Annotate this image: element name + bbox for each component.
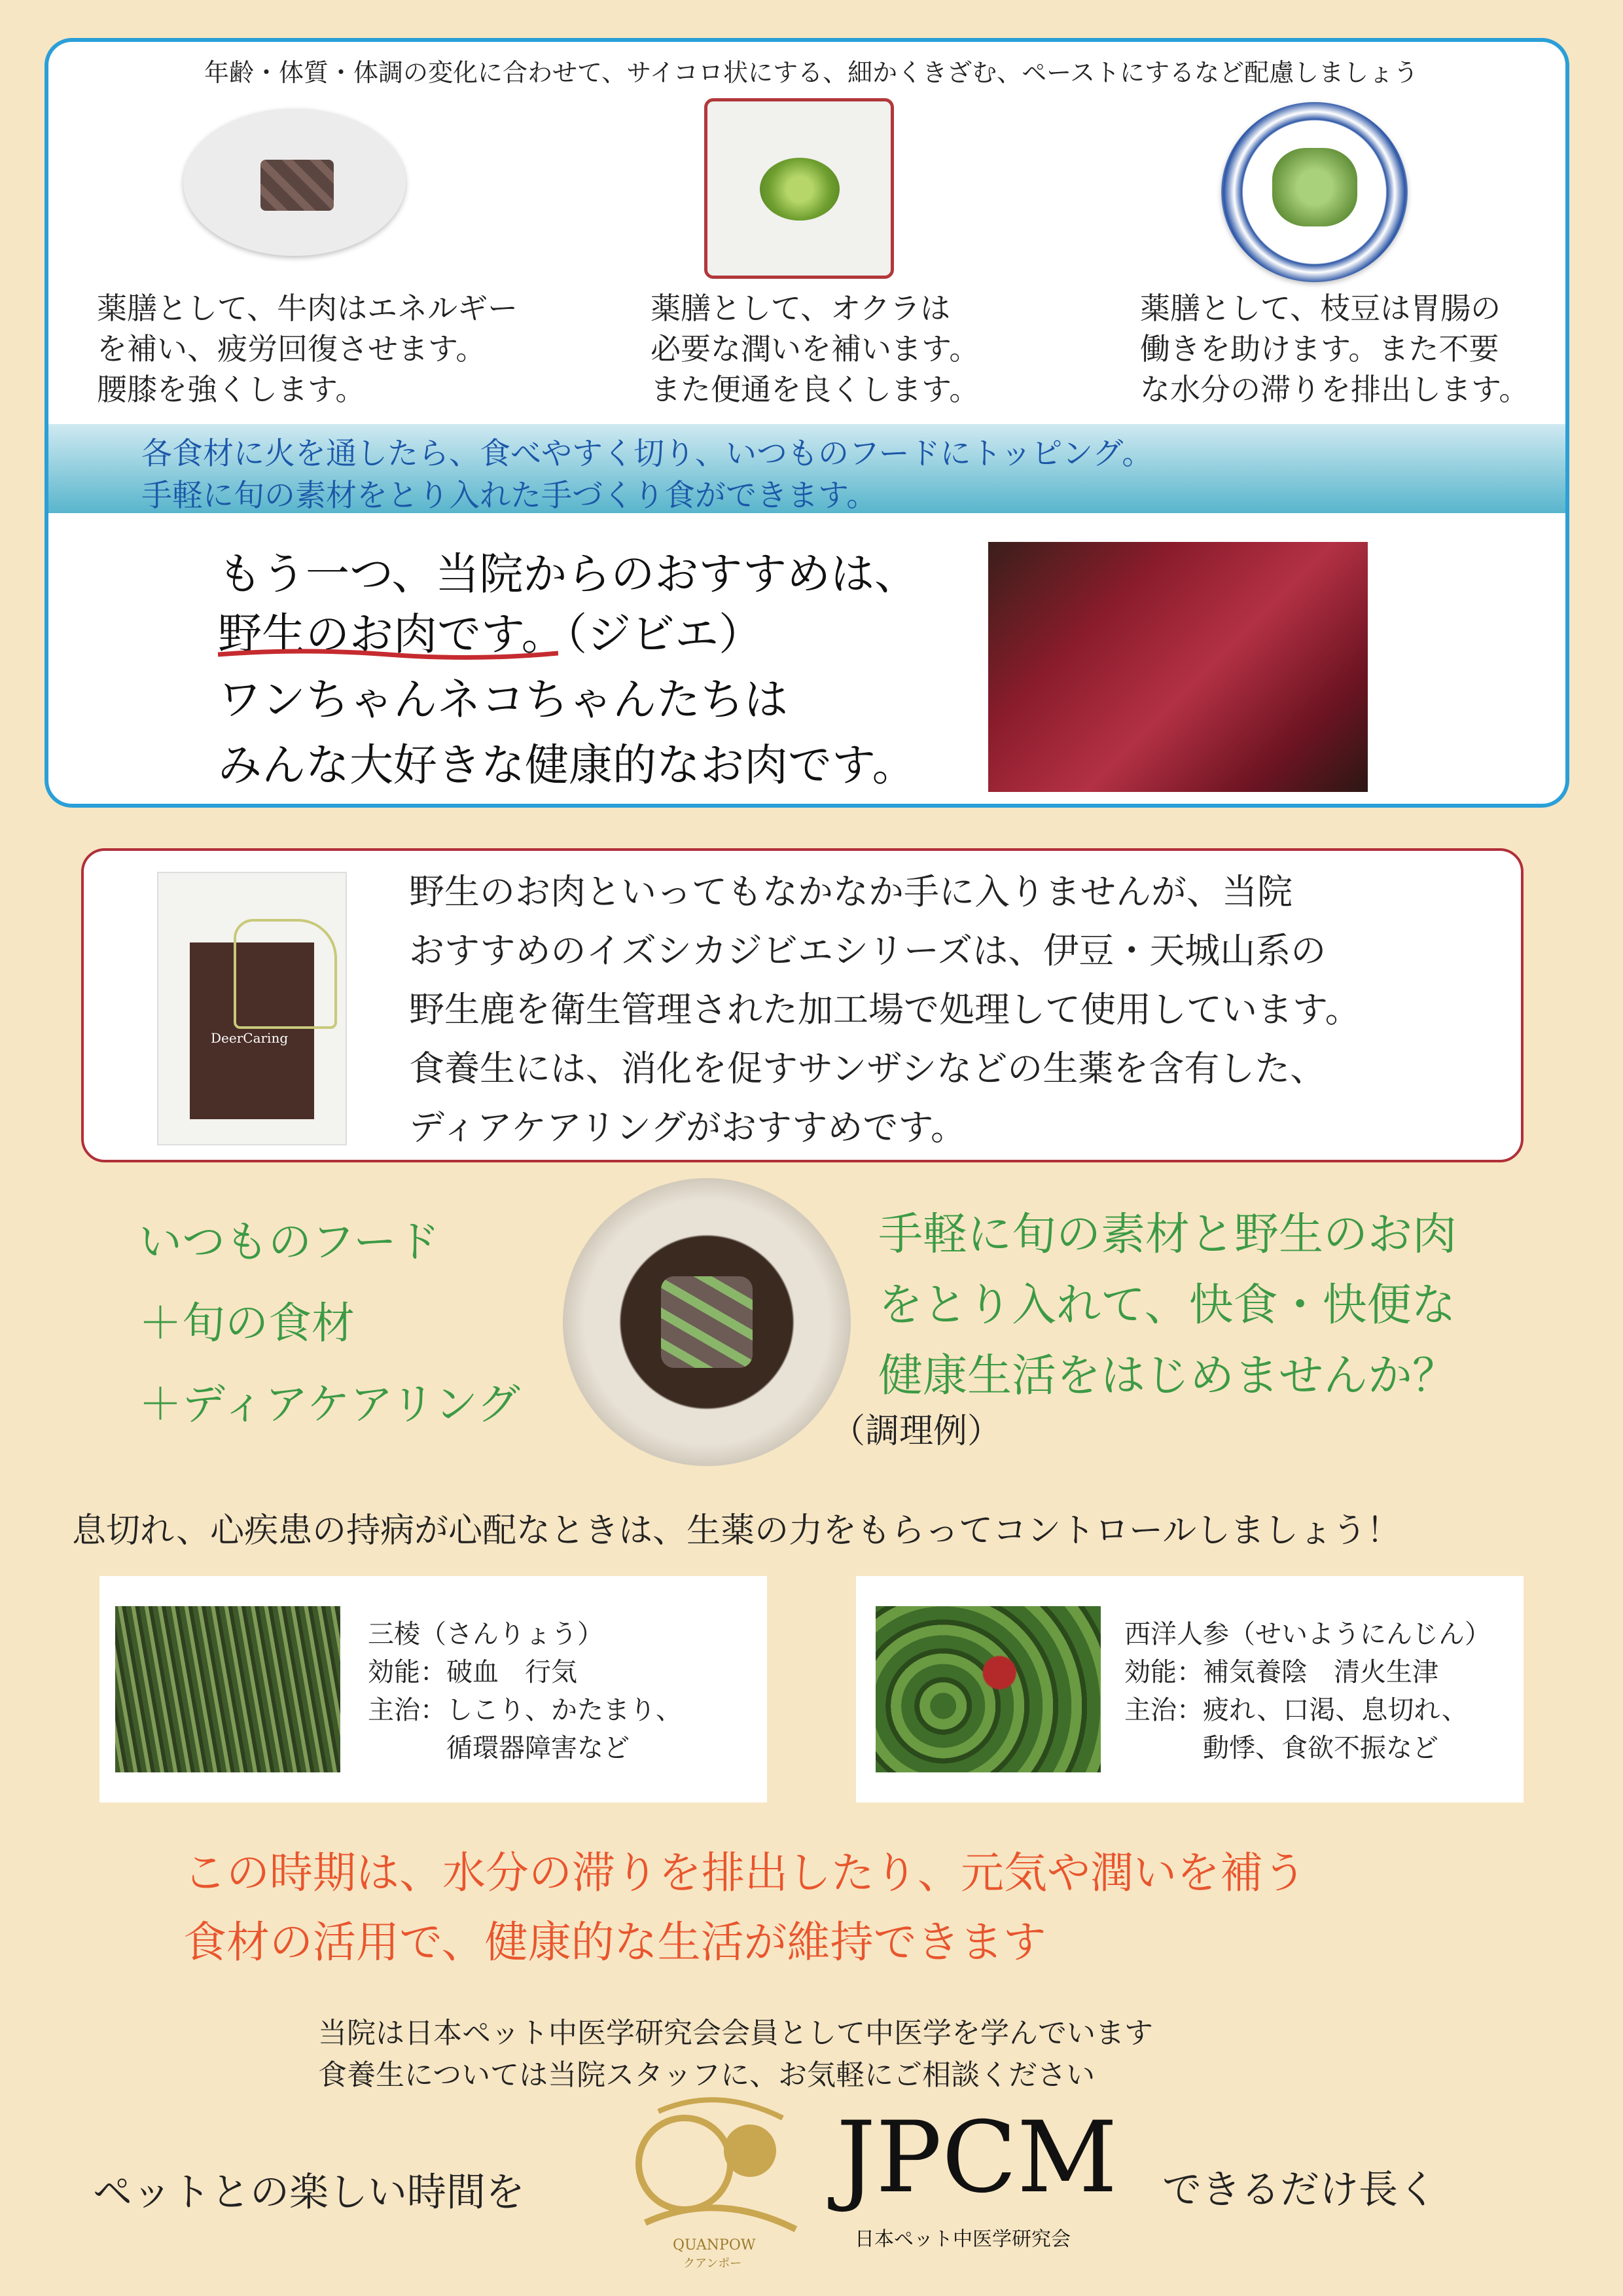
logo-brand: QUANPOW: [673, 2237, 756, 2253]
formula-line-3: ＋ディアケアリング: [139, 1379, 520, 1429]
okra-line-1: 薬膳として、オクラは: [651, 291, 951, 326]
sanryo-indication-cont: 循環器障害など: [368, 1733, 630, 1763]
product-line-2: おすすめのイズシカジビエシリーズは、伊豆・天城山系の: [409, 930, 1327, 971]
beef-description: [97, 288, 518, 410]
product-line-4: 食養生には、消化を促すサンザシなどの生薬を含有した、: [409, 1048, 1326, 1089]
okra-dish-photo: [704, 98, 894, 279]
edamame-description: [1140, 288, 1529, 410]
venison-photo: [988, 542, 1368, 792]
band-line-2: 手軽に旬の素材をとり入れた手づくり食ができます。: [141, 478, 878, 514]
jpcm-logo: JPCM: [836, 2101, 1118, 2215]
heart-title: 息切れ、心疾患の持病が心配なときは、生薬の力をもらってコントロールしましょう！: [72, 1511, 1401, 1551]
ginseng-indication-cont: 動悸、食欲不振など: [1124, 1733, 1438, 1763]
ginseng-photo: [876, 1606, 1101, 1772]
product-line-1: 野生のお肉といってもなかなか手に入りませんが、当院: [409, 871, 1293, 912]
package-label: DeerCaring: [211, 1030, 289, 1046]
cooking-example-label: （調理例）: [831, 1412, 1002, 1451]
beef-line-3: 腰膝を強くします。: [97, 372, 366, 407]
recommend-line-2: 野生のお肉です。（ジビエ）: [218, 609, 763, 660]
quanpow-emblem-icon: [619, 2092, 815, 2242]
footer-line-1: 当院は日本ペット中医学研究会会員として中医学を学んでいます: [318, 2017, 1153, 2050]
sanryo-name: 三棱（さんりょう）: [368, 1619, 603, 1649]
okra-description: [651, 288, 979, 410]
invite-line-2: をとり入れて、快食・快便な: [878, 1280, 1456, 1331]
intro-text: 年齢・体質・体調の変化に合わせて、サイコロ状にする、細かくきざむ、ペーストにするなど配慮しましょう: [204, 58, 1419, 87]
beef-dish-photo: [183, 109, 406, 256]
beef-line-2: を補い、疲労回復させます。: [97, 331, 486, 367]
red-underline: [218, 647, 558, 664]
topping-band: [48, 424, 1565, 513]
ginseng-efficacy: 効能：補気養陰 清火生津: [1124, 1657, 1438, 1687]
recommend-line-3: ワンちゃんネコちゃんたちは: [218, 674, 788, 725]
beef-line-1: 薬膳として、牛肉はエネルギー: [97, 291, 518, 326]
okra-line-3: また便通を良くします。: [651, 372, 980, 407]
tagline-left: ペットとの楽しい時間を: [93, 2170, 525, 2215]
recommend-line-1: もう一つ、当院からのおすすめは、: [218, 548, 918, 600]
summary-line-1: この時期は、水分の滞りを排出したり、元気や潤いを補う: [183, 1848, 1306, 1898]
product-line-5: ディアケアリングがおすすめです。: [409, 1107, 967, 1148]
edamame-line-3: な水分の滞りを排出します。: [1140, 372, 1529, 407]
invite-line-3: 健康生活をはじめませんか？: [878, 1350, 1457, 1402]
edamame-line-1: 薬膳として、枝豆は胃腸の: [1140, 291, 1501, 326]
formula-line-2: ＋旬の食材: [139, 1298, 355, 1348]
okra-line-2: 必要な潤いを補います。: [651, 331, 980, 367]
ginseng-indication: 主治：疲れ、口渇、息切れ、: [1124, 1695, 1468, 1725]
footer-line-2: 食養生については当院スタッフに、お気軽にご相談ください: [318, 2058, 1096, 2092]
invite-line-1: 手軽に旬の素材と野生のお肉: [878, 1209, 1457, 1261]
product-line-3: 野生鹿を衛生管理された加工場で処理して使用しています。: [409, 989, 1361, 1030]
recommend-line-4: みんな大好きな健康的なお肉です。: [218, 740, 916, 791]
tagline-right: できるだけ長く: [1162, 2167, 1437, 2213]
jpcm-org-name: 日本ペット中医学研究会: [855, 2228, 1071, 2251]
logo-brand-kana: クアンポー: [683, 2257, 742, 2270]
quanpow-logo: [619, 2092, 815, 2269]
deercaring-package-photo: [157, 872, 347, 1145]
edamame-line-2: 働きを助けます。また不要: [1140, 331, 1499, 367]
sanryo-indication: 主治：しこり、かたまり、: [368, 1695, 682, 1725]
band-line-1: 各食材に火を通したら、食べやすく切り、いつものフードにトッピング。: [141, 436, 1153, 472]
sanryo-photo: [115, 1606, 340, 1772]
herb-card-sanryo: [99, 1576, 767, 1803]
summary-line-2: 食材の活用で、健康的な生活が維持できます: [183, 1917, 1046, 1967]
cooking-example-photo: [563, 1178, 851, 1466]
ginseng-name: 西洋人参（せいようにんじん）: [1124, 1619, 1491, 1649]
herb-card-ginseng: [856, 1576, 1524, 1803]
formula-line-1: いつものフード: [139, 1217, 440, 1267]
sanryo-efficacy: 効能：破血 行気: [368, 1657, 577, 1687]
edamame-dish-photo: [1221, 102, 1408, 282]
